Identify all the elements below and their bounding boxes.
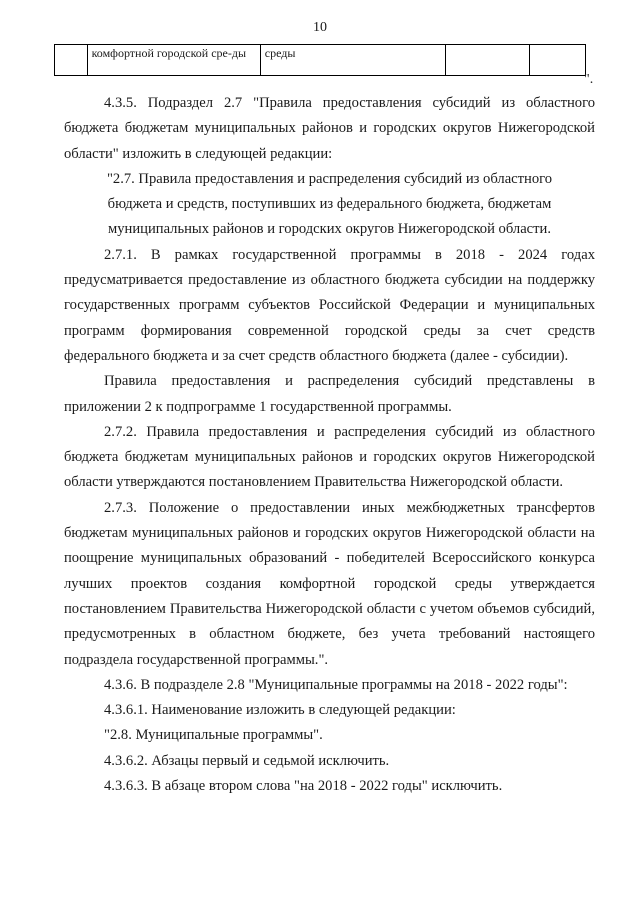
paragraph-2-7-1: 2.7.1. В рамках государственной программы в 2018 - 2024 годах предусматривается предоставление из областного бюджета субсидии на поддержку государственных программ субъектов Российской Федерации и муниципальных программ формирования современной городской среды за счет средств федерального бюджета и за счет средств областного бюджета (далее - субсидии). bbox=[64, 246, 595, 364]
paragraph-4-3-5: 4.3.5. Подраздел 2.7 "Правила предоставления субсидий из областного бюджета бюджетам муниципальных районов и городских округов Нижегородской области" изложить в следующей редакции: bbox=[64, 95, 595, 162]
page-number: 10 bbox=[313, 20, 327, 35]
closing-quote: ". bbox=[584, 72, 594, 87]
table-cell: комфортной городской сре-ды bbox=[87, 45, 260, 76]
table-cell: среды bbox=[260, 45, 445, 76]
paragraph-2-8-title: "2.8. Муниципальные программы". bbox=[104, 727, 323, 744]
table-cell bbox=[55, 45, 88, 76]
section-heading-2-7: "2.7. Правила предоставления и распределения субсидий из областного бюджета и средств, поступивших из федерального бюджета, бюджетам муниципальных районов и городских округов Нижегородской области. bbox=[106, 170, 553, 238]
paragraph-rules: Правила предоставления и распределения субсидий представлены в приложении 2 к подпрограмме 1 государственной программы. bbox=[64, 373, 595, 415]
document-body bbox=[64, 91, 595, 799]
table-cell bbox=[529, 45, 585, 76]
paragraph-2-7-3: 2.7.3. Положение о предоставлении иных межбюджетных трансфертов бюджетам муниципальных районов и городских округов Нижегородской области на поощрение муниципальных образований - победителей Всероссийского конкурса лучших проектов создания комфортной городской среды утверждается постановлением Правительства Нижегородской области с учетом объемов субсидий, предусмотренных в областном бюджете, без учета требований настоящего подраздела государственной программы.". bbox=[64, 499, 595, 668]
paragraph-4-3-6-3: 4.3.6.3. В абзаце втором слова "на 2018 - 2022 годы" исключить. bbox=[104, 778, 503, 795]
table-cell bbox=[446, 45, 530, 76]
paragraph-2-7-2: 2.7.2. Правила предоставления и распределения субсидий из областного бюджета бюджетам муниципальных районов и городских округов Нижегородской области утверждаются постановлением Правительства Нижегородской области. bbox=[64, 423, 595, 491]
paragraph-4-3-6-1: 4.3.6.1. Наименование изложить в следующей редакции: bbox=[104, 702, 456, 719]
continuation-table bbox=[54, 44, 586, 76]
table-row bbox=[55, 45, 586, 76]
paragraph-4-3-6-2: 4.3.6.2. Абзацы первый и седьмой исключить. bbox=[104, 752, 390, 769]
paragraph-4-3-6: 4.3.6. В подразделе 2.8 "Муниципальные программы на 2018 - 2022 годы": bbox=[104, 676, 568, 693]
